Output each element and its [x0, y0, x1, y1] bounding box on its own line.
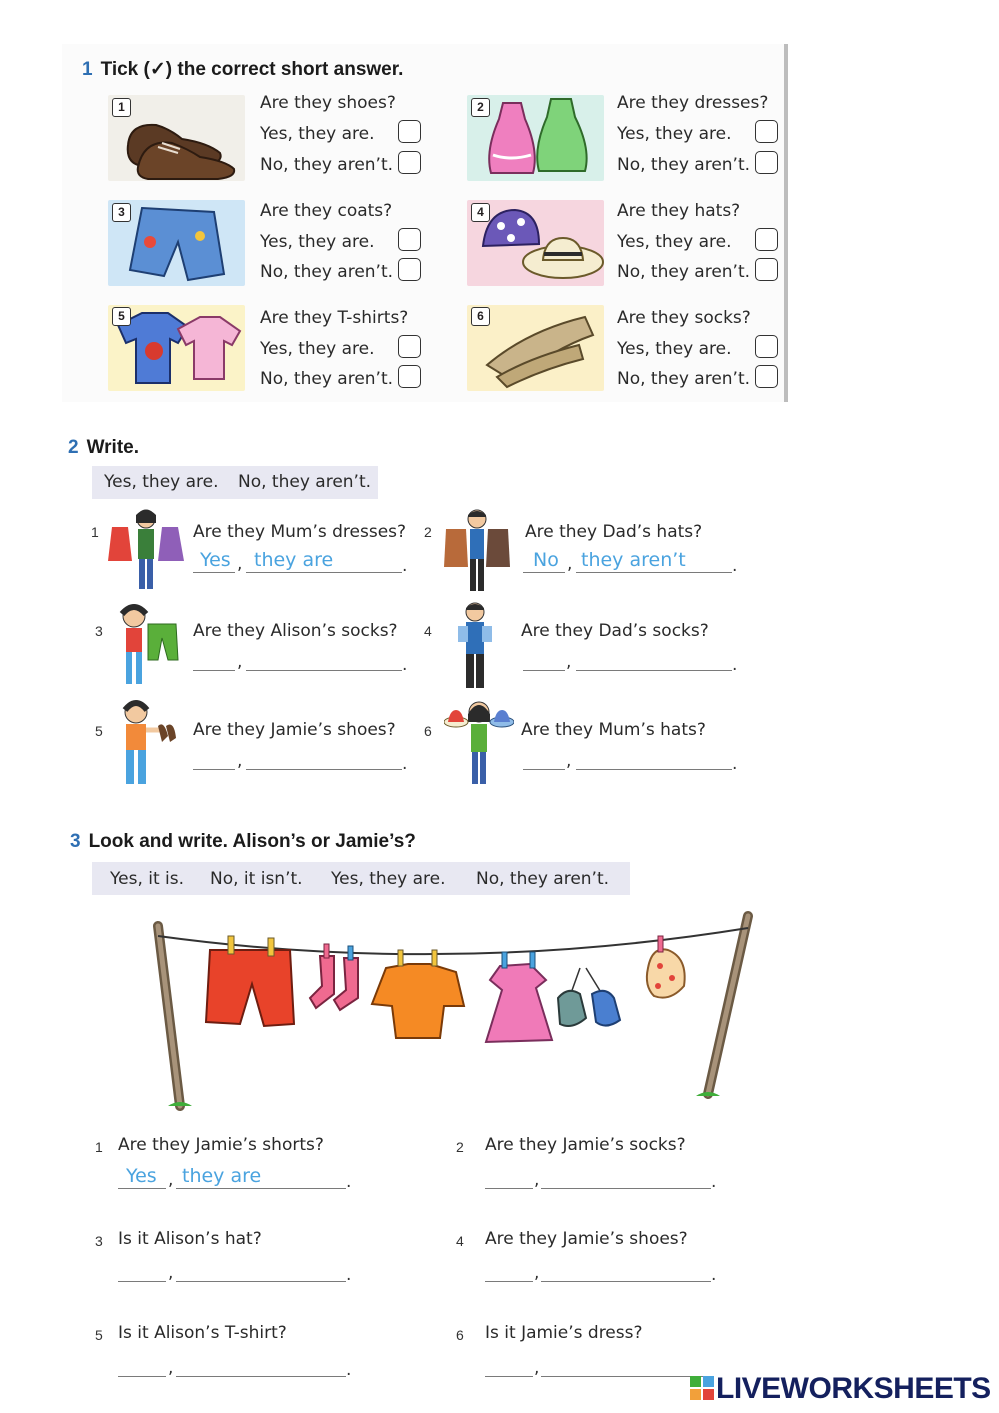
question-text: Are they hats? — [617, 201, 741, 221]
exercise-2-number: 2 — [68, 437, 79, 458]
filled-answer-short[interactable]: Yes — [126, 1165, 157, 1187]
item-number-badge: 5 — [112, 307, 131, 326]
period: . — [402, 556, 408, 576]
mum-holding-dresses-picture — [108, 505, 184, 593]
comma: , — [534, 1170, 540, 1190]
item-number: 4 — [424, 623, 432, 639]
no-checkbox[interactable] — [398, 258, 421, 281]
question-text: Are they Mum’s hats? — [521, 720, 706, 740]
yes-option-text: Yes, they are. — [260, 124, 375, 144]
word-bank-item: Yes, it is. — [110, 869, 185, 889]
comma: , — [237, 652, 243, 672]
answer-line-short — [523, 670, 565, 671]
answer-line-short — [118, 1188, 166, 1189]
comma: , — [566, 652, 572, 672]
question-text: Is it Jamie’s dress? — [485, 1323, 643, 1343]
item-number: 1 — [95, 1139, 103, 1155]
answer-line-short — [485, 1281, 533, 1282]
comma: , — [168, 1170, 174, 1190]
period: . — [346, 1360, 352, 1380]
clothesline-illustration — [140, 906, 770, 1116]
answer-line-short — [523, 769, 565, 770]
word-bank-item: No, they aren’t. — [238, 472, 372, 492]
question-text: Are they T-shirts? — [260, 308, 409, 328]
item-number-badge: 3 — [112, 203, 131, 222]
question-text: Are they Jamie’s socks? — [485, 1135, 686, 1155]
question-text: Are they Jamie’s shoes? — [193, 720, 396, 740]
no-checkbox[interactable] — [755, 151, 778, 174]
yes-checkbox[interactable] — [755, 120, 778, 143]
no-option-text: No, they aren’t. — [617, 369, 751, 389]
question-text: Are they Alison’s socks? — [193, 621, 398, 641]
item-number-badge: 1 — [112, 98, 131, 117]
answer-line-long — [176, 1281, 346, 1282]
yes-checkbox[interactable] — [755, 335, 778, 358]
question-text: Is it Alison’s hat? — [118, 1229, 262, 1249]
dad-holding-coats-picture — [444, 505, 510, 593]
liveworksheets-logo-text: LIVEWORKSHEETS — [716, 1372, 991, 1405]
yes-option-text: Yes, they are. — [617, 339, 732, 359]
answer-line-long — [176, 1188, 346, 1189]
no-checkbox[interactable] — [755, 365, 778, 388]
exercise-1-title: Tick (✓) the correct short answer. — [100, 59, 404, 80]
no-option-text: No, they aren’t. — [260, 369, 394, 389]
item-number: 1 — [91, 524, 99, 540]
question-text: Are they Dad’s socks? — [521, 621, 709, 641]
answer-line-long — [576, 572, 732, 573]
alison-holding-trousers-picture — [110, 598, 182, 690]
question-text: Are they dresses? — [617, 93, 769, 113]
exercise-2-heading — [68, 437, 139, 459]
yes-option-text: Yes, they are. — [260, 232, 375, 252]
question-text: Are they coats? — [260, 201, 393, 221]
exercise-3-heading — [70, 831, 416, 853]
item-number: 6 — [424, 723, 432, 739]
word-bank-item: No, they aren’t. — [476, 869, 610, 889]
answer-line-long — [246, 670, 402, 671]
question-text: Are they Dad’s hats? — [525, 522, 703, 542]
jamie-holding-shoes-picture — [112, 696, 182, 788]
filled-answer-long[interactable]: they aren’t — [581, 549, 686, 571]
answer-line-long — [246, 572, 402, 573]
answer-line-long — [576, 670, 732, 671]
item-number: 3 — [95, 623, 103, 639]
item-number: 5 — [95, 723, 103, 739]
answer-line-short — [193, 769, 235, 770]
exercise-3-number: 3 — [70, 831, 81, 852]
yes-option-text: Yes, they are. — [617, 232, 732, 252]
answer-line-long — [176, 1376, 346, 1377]
answer-line-short — [193, 572, 235, 573]
answer-line-long — [541, 1376, 711, 1377]
exercise-3-title: Look and write. Alison’s or Jamie’s? — [88, 831, 416, 852]
filled-answer-long[interactable]: they are — [254, 549, 334, 571]
answer-line-long — [246, 769, 402, 770]
exercise-1-heading — [82, 58, 403, 81]
question-text: Are they Jamie’s shoes? — [485, 1229, 688, 1249]
word-bank-item: No, it isn’t. — [210, 869, 303, 889]
answer-line-short — [485, 1376, 533, 1377]
filled-answer-short[interactable]: No — [533, 549, 559, 571]
comma: , — [534, 1358, 540, 1378]
question-text: Is it Alison’s T-shirt? — [118, 1323, 287, 1343]
no-checkbox[interactable] — [755, 258, 778, 281]
no-option-text: No, they aren’t. — [260, 262, 394, 282]
filled-answer-short[interactable]: Yes — [200, 549, 231, 571]
item-number: 5 — [95, 1327, 103, 1343]
item-number: 2 — [424, 524, 432, 540]
answer-line-long — [541, 1188, 711, 1189]
page-edge-rule — [784, 44, 788, 402]
period: . — [711, 1265, 717, 1285]
item-number-badge: 2 — [471, 98, 490, 117]
dad-holding-socks-picture — [452, 598, 498, 690]
period: . — [402, 754, 408, 774]
question-text: Are they Jamie’s shorts? — [118, 1135, 324, 1155]
answer-line-short — [118, 1281, 166, 1282]
answer-line-short — [523, 572, 565, 573]
filled-answer-long[interactable]: they are — [182, 1165, 262, 1187]
question-text: Are they socks? — [617, 308, 751, 328]
period: . — [732, 556, 738, 576]
item-number: 4 — [456, 1233, 464, 1249]
mum-holding-hats-picture — [444, 696, 514, 788]
item-number-badge: 6 — [471, 307, 490, 326]
word-bank-item: Yes, they are. — [331, 869, 446, 889]
comma: , — [168, 1358, 174, 1378]
no-checkbox[interactable] — [398, 151, 421, 174]
exercise-2-title: Write. — [86, 437, 140, 458]
answer-line-short — [118, 1376, 166, 1377]
question-text: Are they Mum’s dresses? — [193, 522, 407, 542]
no-option-text: No, they aren’t. — [260, 155, 394, 175]
comma: , — [168, 1263, 174, 1283]
liveworksheets-logo-icon — [690, 1376, 714, 1400]
item-number-badge: 4 — [471, 203, 490, 222]
comma: , — [237, 554, 243, 574]
yes-option-text: Yes, they are. — [260, 339, 375, 359]
item-number: 3 — [95, 1233, 103, 1249]
yes-checkbox[interactable] — [398, 228, 421, 251]
yes-checkbox[interactable] — [398, 335, 421, 358]
no-option-text: No, they aren’t. — [617, 262, 751, 282]
yes-checkbox[interactable] — [755, 228, 778, 251]
no-option-text: No, they aren’t. — [617, 155, 751, 175]
yes-option-text: Yes, they are. — [617, 124, 732, 144]
period: . — [346, 1265, 352, 1285]
period: . — [732, 754, 738, 774]
question-text: Are they shoes? — [260, 93, 396, 113]
period: . — [732, 655, 738, 675]
answer-line-short — [193, 670, 235, 671]
item-number: 2 — [456, 1139, 464, 1155]
answer-line-short — [485, 1188, 533, 1189]
period: . — [711, 1172, 717, 1192]
comma: , — [566, 751, 572, 771]
comma: , — [237, 751, 243, 771]
comma: , — [567, 554, 573, 574]
word-bank-item: Yes, they are. — [104, 472, 219, 492]
answer-line-long — [576, 769, 732, 770]
period: . — [402, 655, 408, 675]
comma: , — [534, 1263, 540, 1283]
exercise-1-number: 1 — [82, 59, 93, 80]
answer-line-long — [541, 1281, 711, 1282]
item-number: 6 — [456, 1327, 464, 1343]
period: . — [346, 1172, 352, 1192]
yes-checkbox[interactable] — [398, 120, 421, 143]
no-checkbox[interactable] — [398, 365, 421, 388]
